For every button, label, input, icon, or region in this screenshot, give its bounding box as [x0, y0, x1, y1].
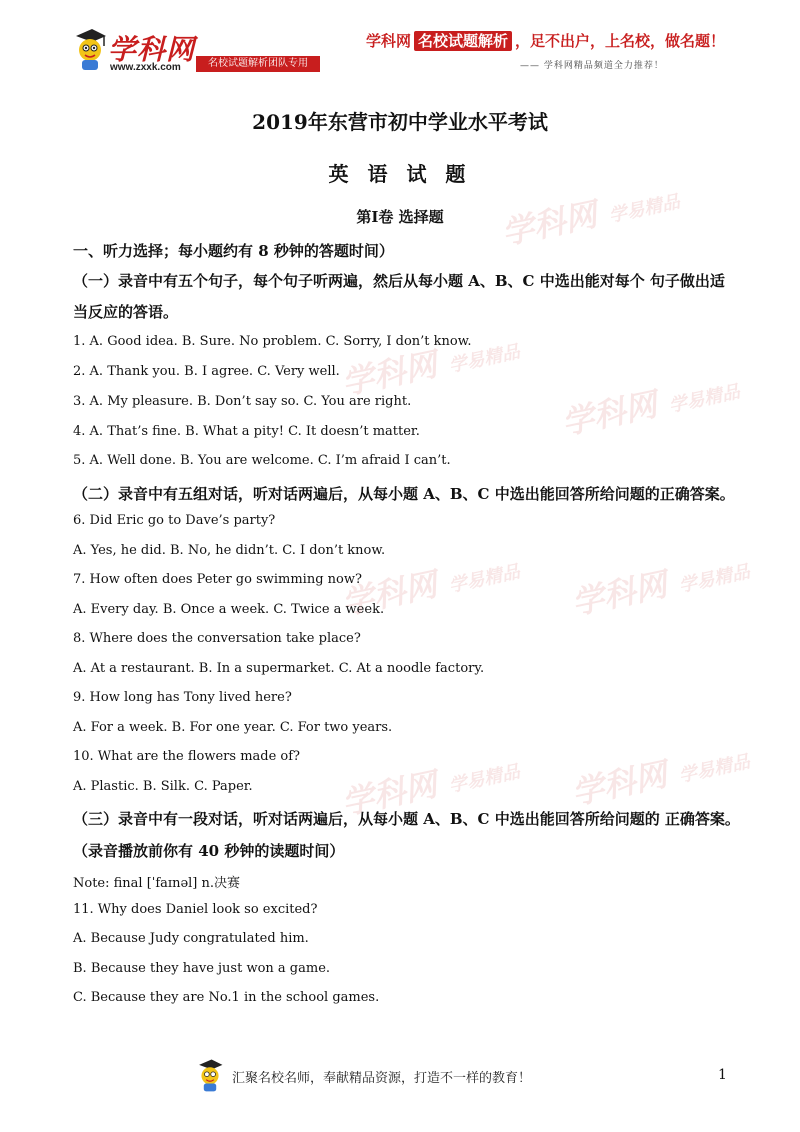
footer-mascot-icon: [196, 1057, 224, 1093]
part3-instruction: （三）录音中有一段对话，听对话两遍后，从每小题 A、B、C 中选出能回答所给问题的 正确答案。: [73, 810, 740, 828]
part1-instruction: （一）录音中有五个句子，每个句子听两遍，然后从每小题 A、B、C 中选出能对每个 句子做出适: [73, 272, 725, 290]
logo-text: 学科网: [108, 34, 196, 65]
header-subslogan: —— 学科网精品频道全力推荐！: [520, 61, 664, 71]
watermark: 学科网 学易精品: [568, 751, 752, 812]
vocab-note: Note: final [ˈfaɪnəl] n.决赛: [73, 876, 241, 891]
question-8: 8. Where does the conversation take place?: [73, 631, 361, 646]
question-9-options: A. For a week. B. For one year. C. For two years.: [73, 720, 393, 735]
slogan-highlight: 名校试题解析: [414, 31, 512, 51]
question-5: 5. A. Well done. B. You are welcome. C. I’m afraid I can’t.: [73, 453, 451, 468]
question-3: 3. A. My pleasure. B. Don’t say so. C. You are right.: [73, 394, 412, 409]
section-heading: 一、听力选择；每小题约有 8 秒钟的答题时间）: [73, 242, 394, 260]
subject-title: 英 语 试 题: [328, 162, 472, 186]
question-10: 10. What are the flowers made of?: [73, 749, 301, 764]
question-11-option-a: A. Because Judy congratulated him.: [73, 931, 309, 946]
page-number: 1: [718, 1067, 727, 1083]
exam-title: 2019年东营市初中学业水平考试: [252, 110, 548, 134]
watermark: 学科网 学易精品: [338, 561, 522, 622]
slogan-prefix: 学科网: [366, 32, 412, 50]
question-7: 7. How often does Peter go swimming now?: [73, 572, 362, 587]
question-4: 4. A. That’s fine. B. What a pity! C. It doesn’t matter.: [73, 424, 420, 439]
question-11-option-b: B. Because they have just won a game.: [73, 961, 331, 976]
question-11-option-c: C. Because they are No.1 in the school games.: [73, 990, 380, 1005]
mascot-logo-icon: [72, 26, 108, 72]
part1-instruction-cont: 当反应的答语。: [73, 303, 179, 321]
part3-reading-time: （录音播放前你有 40 秒钟的读题时间）: [73, 842, 345, 860]
logo-url: www.zxxk.com: [110, 62, 181, 73]
question-9: 9. How long has Tony lived here?: [73, 690, 292, 705]
question-8-options: A. At a restaurant. B. In a supermarket. C. At a noodle factory.: [73, 661, 485, 676]
question-11: 11. Why does Daniel look so excited?: [73, 902, 318, 917]
header-slogan: [366, 30, 725, 51]
logo-tagline: 名校试题解析团队专用: [196, 56, 320, 72]
question-2: 2. A. Thank you. B. I agree. C. Very well.: [73, 364, 340, 379]
watermark: 学科网 学易精品: [568, 561, 752, 622]
watermark: 学科网 学易精品: [498, 191, 682, 252]
footer-motto: 汇聚名校名师，奉献精品资源，打造不一样的教育！: [232, 1071, 532, 1086]
part2-instruction: （二）录音中有五组对话，听对话两遍后，从每小题 A、B、C 中选出能回答所给问题的正确答案。: [73, 485, 735, 503]
page-header: [0, 0, 800, 80]
question-1: 1. A. Good idea. B. Sure. No problem. C. Sorry, I don’t know.: [73, 334, 472, 349]
watermark: 学科网 学易精品: [558, 381, 742, 442]
question-6: 6. Did Eric go to Dave’s party?: [73, 513, 276, 528]
question-10-options: A. Plastic. B. Silk. C. Paper.: [73, 779, 253, 794]
part-title: 第Ⅰ卷 选择题: [356, 208, 444, 226]
slogan-suffix: ，足不出户，上名校，做名题！: [515, 32, 726, 50]
question-6-options: A. Yes, he did. B. No, he didn’t. C. I don’t know.: [73, 543, 386, 558]
watermark: 学科网 学易精品: [338, 341, 522, 402]
watermark: 学科网 学易精品: [338, 761, 522, 822]
question-7-options: A. Every day. B. Once a week. C. Twice a week.: [73, 602, 385, 617]
